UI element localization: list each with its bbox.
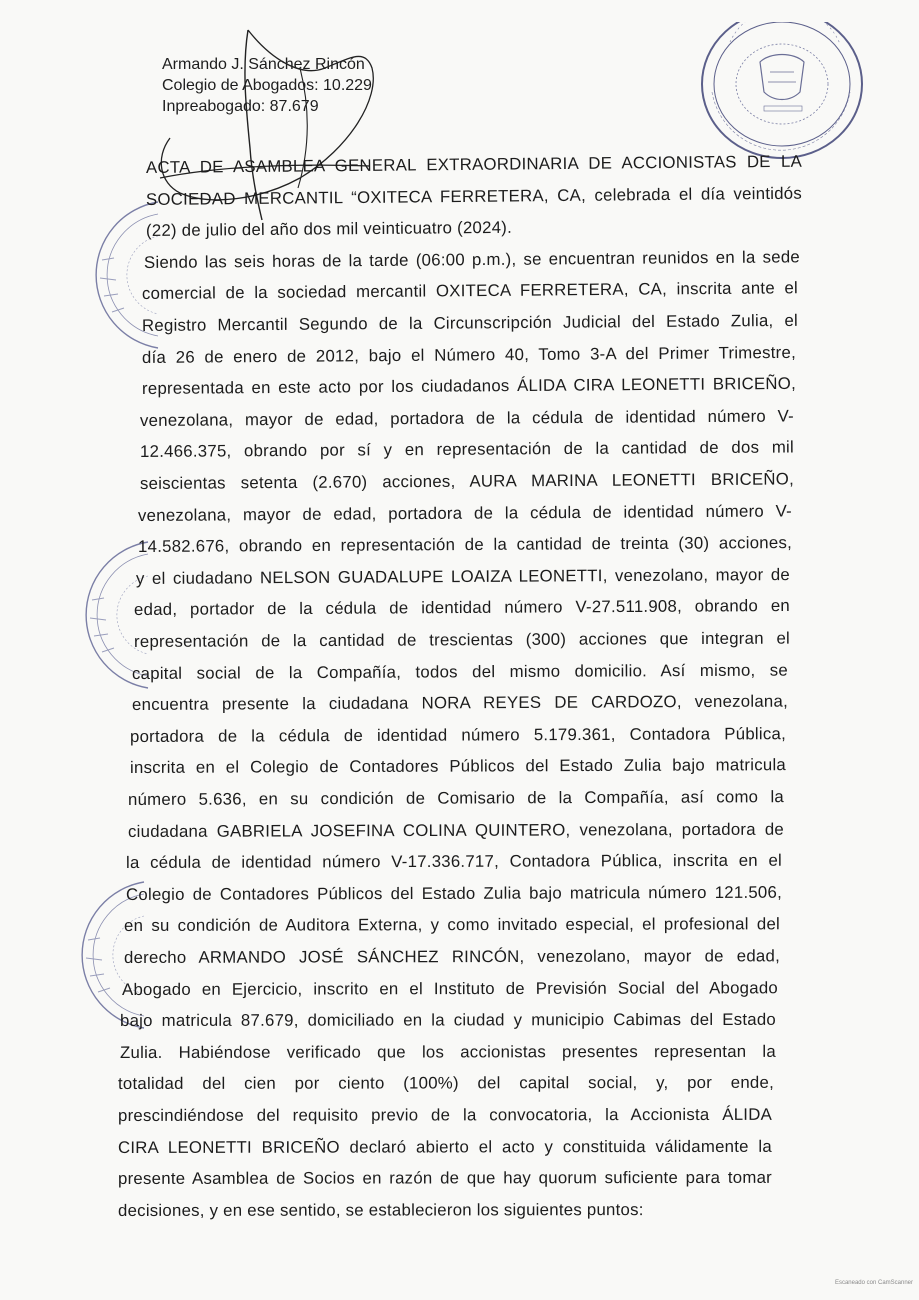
document-line: derecho ARMANDO JOSÉ SÁNCHEZ RINCÓN, venezolano, mayor de edad, (123, 946, 781, 967)
document-line: representación de la cantidad de trescientas (300) acciones que integran el (133, 628, 791, 651)
document-line: Abogado en Ejercicio, inscrito en el Instituto de Previsión Social del Abogado (121, 977, 779, 999)
document-line: ciudadana GABRIELA JOSEFINA COLINA QUINTERO, venezolana, portadora de (127, 819, 785, 841)
document-line: día 26 de enero de 2012, bajo el Número 40, Tomo 3-A del Primer Trimestre, (141, 342, 797, 367)
document-line: encuentra presente la ciudadana NORA REYES DE CARDOZO, venezolana, (131, 691, 789, 715)
document-line: Siendo las seis horas de la tarde (06:00 p.m.), se encuentran reunidos en la sede (143, 247, 801, 272)
bar-number: Colegio de Abogados: 10.229 (162, 77, 372, 94)
document-line: Registro Mercantil Segundo de la Circunscripción Judicial del Estado Zulia, el (141, 310, 799, 335)
document-line: 12.466.375, obrando por sí y en representación de la cantidad de dos mil (139, 437, 795, 462)
document-line: en su condición de Auditora Externa, y como invitado especial, el profesional del (123, 914, 781, 936)
document-line: número 5.636, en su condición de Comisario de la Compañía, así como la (127, 787, 785, 809)
document-line: Colegio de Contadores Públicos del Estado Zulia bajo matricula número 121.506, (125, 882, 783, 904)
inpre-number: Inpreabogado: 87.679 (162, 98, 319, 115)
document-line: y el ciudadano NELSON GUADALUPE LOAIZA LEONETTI, venezolano, mayor de (135, 564, 791, 588)
document-line: capital social de la Compañía, todos del mismo domicilio. Así mismo, se (131, 660, 789, 683)
document-line: la cédula de identidad número V-17.336.717, Contadora Pública, inscrita en el (125, 850, 783, 873)
document-line: inscrita en el Colegio de Contadores Públicos del Estado Zulia bajo matricula (129, 755, 787, 778)
document-line: representada en este acto por los ciudadanos ÁLIDA CIRA LEONETTI BRICEÑO, (141, 374, 797, 399)
lawyer-header (162, 54, 372, 117)
document-line: CIRA LEONETTI BRICEÑO declaró abierto el acto y constituida válidamente la (117, 1136, 773, 1157)
document-line: bajo matricula 87.679, domiciliado en la ciudad y municipio Cabimas del Estado (119, 1010, 777, 1031)
lawyer-name: Armando J. Sánchez Rincón (162, 56, 365, 73)
document-line: totalidad del cien por ciento (100%) del capital social, y, por ende, (117, 1073, 775, 1094)
document-line: SOCIEDAD MERCANTIL “OXITECA FERRETERA, CA, celebrada el día veintidós (145, 183, 803, 209)
document-line: 14.582.676, obrando en representación de la cantidad de treinta (30) acciones, (137, 533, 793, 557)
document-line: prescindiéndose del requisito previo de la convocatoria, la Accionista ÁLIDA (117, 1104, 773, 1125)
document-line: venezolana, mayor de edad, portadora de la cédula de identidad número V- (139, 406, 795, 430)
document-line: comercial de la sociedad mercantil OXITECA FERRETERA, CA, inscrita ante el (141, 278, 799, 304)
document-line: edad, portador de la cédula de identidad número V-27.511.908, obrando en (133, 596, 791, 620)
document-line: seiscientas setenta (2.670) acciones, AURA MARINA LEONETTI BRICEÑO, (139, 469, 795, 493)
document-line: (22) de julio del año dos mil veinticuatro (2024). (145, 217, 513, 241)
scanner-mark: Escaneado con CamScanner (834, 1280, 913, 1286)
registry-seal-top (690, 22, 866, 164)
document-line: ACTA DE ASAMBLEA GENERAL EXTRAORDINARIA DE ACCIONISTAS DE LA (145, 151, 803, 177)
document-line: presente Asamblea de Socios en razón de que hay quorum suficiente para tomar (117, 1168, 773, 1189)
document-line: decisiones, y en ese sentido, se establecieron los siguientes puntos: (117, 1199, 644, 1220)
document-line: portadora de la cédula de identidad número 5.179.361, Contadora Pública, (129, 723, 787, 746)
document-line: Zulia. Habiéndose verificado que los accionistas presentes representan la (119, 1041, 777, 1062)
document-line: venezolana, mayor de edad, portadora de la cédula de identidad número V- (137, 501, 793, 525)
